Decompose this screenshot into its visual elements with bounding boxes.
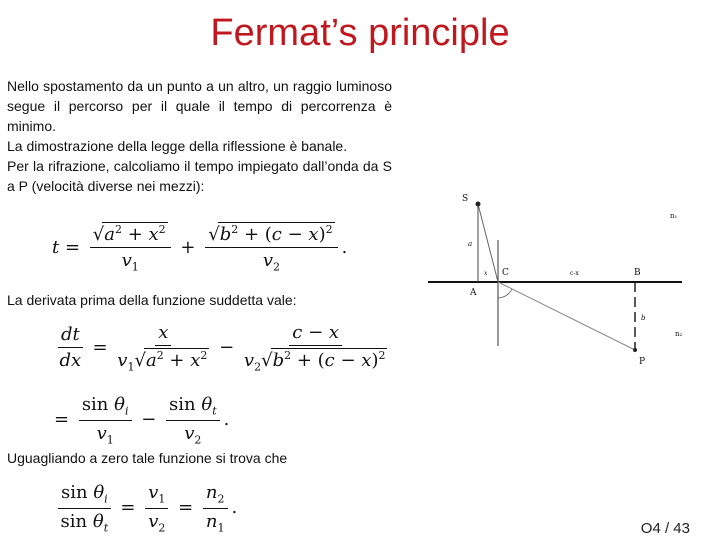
label-a: a <box>468 240 473 248</box>
refracted-ray <box>498 282 635 350</box>
point-s <box>476 202 481 207</box>
label-p: P <box>639 357 646 367</box>
label-b: b <box>641 314 646 322</box>
label-a-point: A <box>470 288 477 298</box>
page-number: O4 / 43 <box>640 520 690 537</box>
label-c-minus-x: c-x <box>570 270 579 277</box>
time-equation: t = $\frac{√a^2 + x^2}{v_1}$ + $\frac{√b^2 + (c - x)^2}{v_2}$ . <box>52 223 348 274</box>
incident-ray <box>478 204 498 282</box>
label-c: C <box>502 268 509 278</box>
angle-arc <box>498 289 512 298</box>
refraction-diagram <box>420 190 690 370</box>
zero-text: Uguagliando a zero tale funzione si trova che <box>7 450 288 466</box>
label-x: x <box>484 270 488 277</box>
derivative-text: La derivata prima della funzione suddetta vale: <box>7 292 297 308</box>
label-s: S <box>462 194 469 204</box>
label-n2: n₂ <box>675 330 683 338</box>
label-n1: n₁ <box>670 212 678 220</box>
intro-text <box>7 76 392 196</box>
refraction-paragraph: Per la rifrazione, calcoliamo il tempo impiegato dall’onda da S a P (velocità diverse nei mezzi): <box>7 158 392 194</box>
sine-equation: = $\frac{\sin \theta_i}{v_1}$ − $\frac{\sin \theta_t}{v_2}$ . <box>54 394 230 447</box>
label-b-point: B <box>634 268 641 278</box>
snell-equation: $\frac{\sin \theta_i}{\sin \theta_t}$ = $\frac{v_1}{v_2}$ = $\frac{n_2}{n_1}$ . <box>54 482 237 534</box>
point-p <box>633 348 637 352</box>
slide-title: Fermat’s principle <box>210 12 510 54</box>
derivative-equation: $\frac{dt}{dx}$ = $\frac{x}{v_1√a^2 + x^2}$ − $\frac{c - x}{v_2√b^2 + (c - x)^2}$ <box>59 322 386 374</box>
reflection-paragraph: La dimostrazione della legge della riflessione è banale. <box>7 138 348 154</box>
intro-paragraph: Nello spostamento da un punto a un altro, un raggio luminoso segue il percorso per il quale il tempo di percorrenza è minimo. <box>7 78 392 134</box>
